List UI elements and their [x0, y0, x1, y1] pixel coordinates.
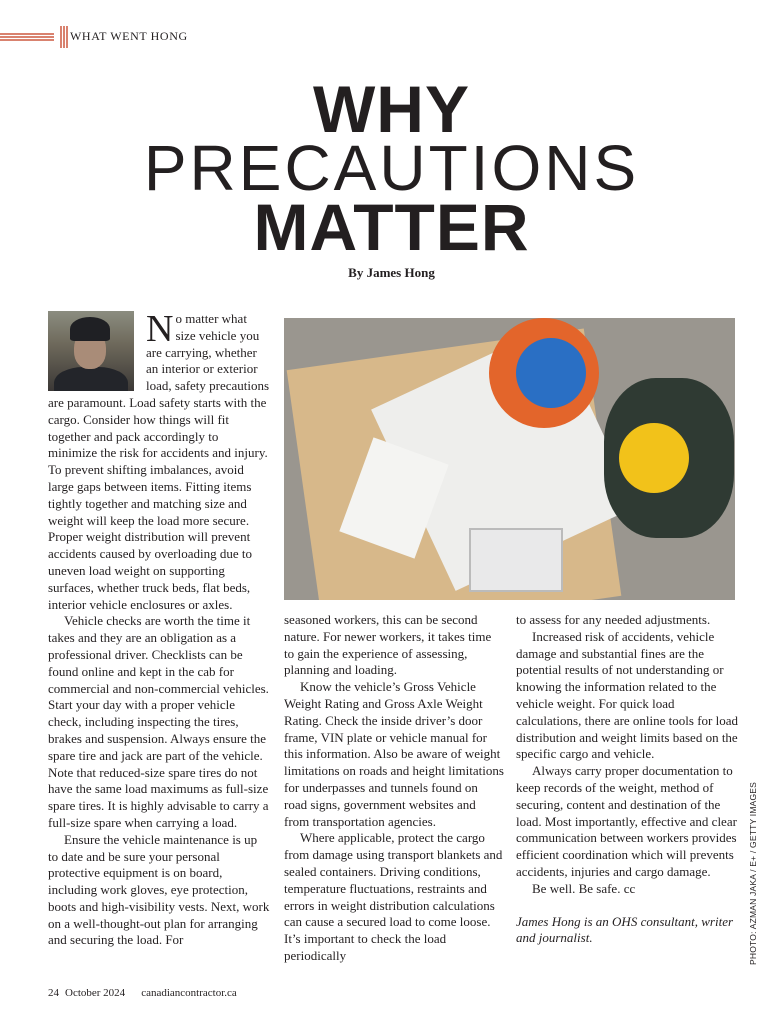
article-column-1	[48, 308, 270, 949]
article-photo-workers	[284, 318, 735, 600]
byline: By James Hong	[348, 265, 435, 280]
paragraph: Know the vehicle’s Gross Vehicle Weight Rating and Gross Axle Weight Rating. Check the inside driver’s door frame, VIN plate or vehicle manual for this information. Also be aware of weight limitations on roads and height limitations for underpasses and tunnels found on road signs, government websites and from transportation agencies.	[284, 679, 504, 829]
paragraph: Ensure the vehicle maintenance is up to date and be sure your personal protective equipment is on board, including work gloves, eye protection, boots and high-visibility vests. Next, work on a well-thought-out plan for arranging and securing the load. For	[48, 831, 270, 948]
photo-credit: PHOTO: AZMAN JAKA / E+ / GETTY IMAGES	[748, 781, 758, 965]
paragraph: Where applicable, protect the cargo from damage using transport blankets and sealed containers. Driving conditions, temperature fluctuations, restraints and errors in weight distribution calculations can cause a secured load to come loose. It’s important to check the load periodically	[284, 830, 503, 963]
paragraph: Be well. Be safe. cc	[532, 880, 636, 896]
author-photo	[48, 311, 134, 391]
headline-line-2: PRECAUTIONS	[143, 132, 640, 204]
paragraph: Always carry proper documentation to keep records of the weight, method of securing, content and destination of the load. Most importantly, effective and clear communication between workers provides efficient coordination which will prevents accidents, injuries and cargo damage.	[516, 763, 737, 879]
article-column-2	[284, 612, 504, 965]
headline-line-1: WHY	[313, 72, 470, 146]
paragraph: to assess for any needed adjustments.	[516, 612, 711, 627]
decorative-rule	[0, 33, 54, 35]
page-number: 24	[48, 987, 59, 999]
drop-cap: N	[146, 308, 174, 350]
section-kicker	[0, 26, 300, 46]
paragraph: No matter what size vehicle you are carrying, whether an interior or exterior load, safety precautions are paramount. Load safety starts with the cargo. Consider how things will fit together and pack accordingly to minimize the risk for accidents and injury. To prevent shifting imbalances, avoid large gaps between items. Fitting items tightly together and matching size and weight will keep the load more secure. Proper weight distribution will prevent accidents caused by overloading due to uneven load weight on supporting surfaces, whether truck beds, flat beds, interior vehicle enclosures or axles.	[48, 308, 270, 612]
author-bio: James Hong is an OHS consultant, writer and journalist.	[516, 913, 734, 946]
section-label: WHAT WENT HONG	[70, 29, 188, 43]
decorative-rule	[60, 26, 62, 48]
issue-date: October 2024	[65, 987, 126, 999]
page-footer	[48, 987, 253, 999]
article-column-3	[516, 612, 738, 947]
paragraph: Vehicle checks are worth the time it takes and they are an obligation as a professional driver. Checklists can be found online and kept in the cab for commercial and non-commercial vehicles. Start your day with a proper vehicle check, including inspecting the tires, brakes and suspension. Always ensure the spare tire and jack are part of the vehicle. Note that reduced-size spare tires do not have the same load maximums as full-size spare tires. It is highly advisable to carry a full-size spare when carrying a load.	[48, 613, 269, 830]
paragraph: Increased risk of accidents, vehicle damage and substantial fines are the potential results of not understanding or knowing the information related to the vehicle weight. For quick load calculations, there are online tools for load distribution and weight limits based on the specific cargo and vehicle.	[516, 628, 739, 762]
paragraph: seasoned workers, this can be second nature. For newer workers, it takes time to gain the experience of assessing, planning and loading.	[284, 612, 492, 678]
website: canadiancontractor.ca	[141, 987, 237, 999]
headline-line-3: MATTER	[253, 190, 530, 264]
